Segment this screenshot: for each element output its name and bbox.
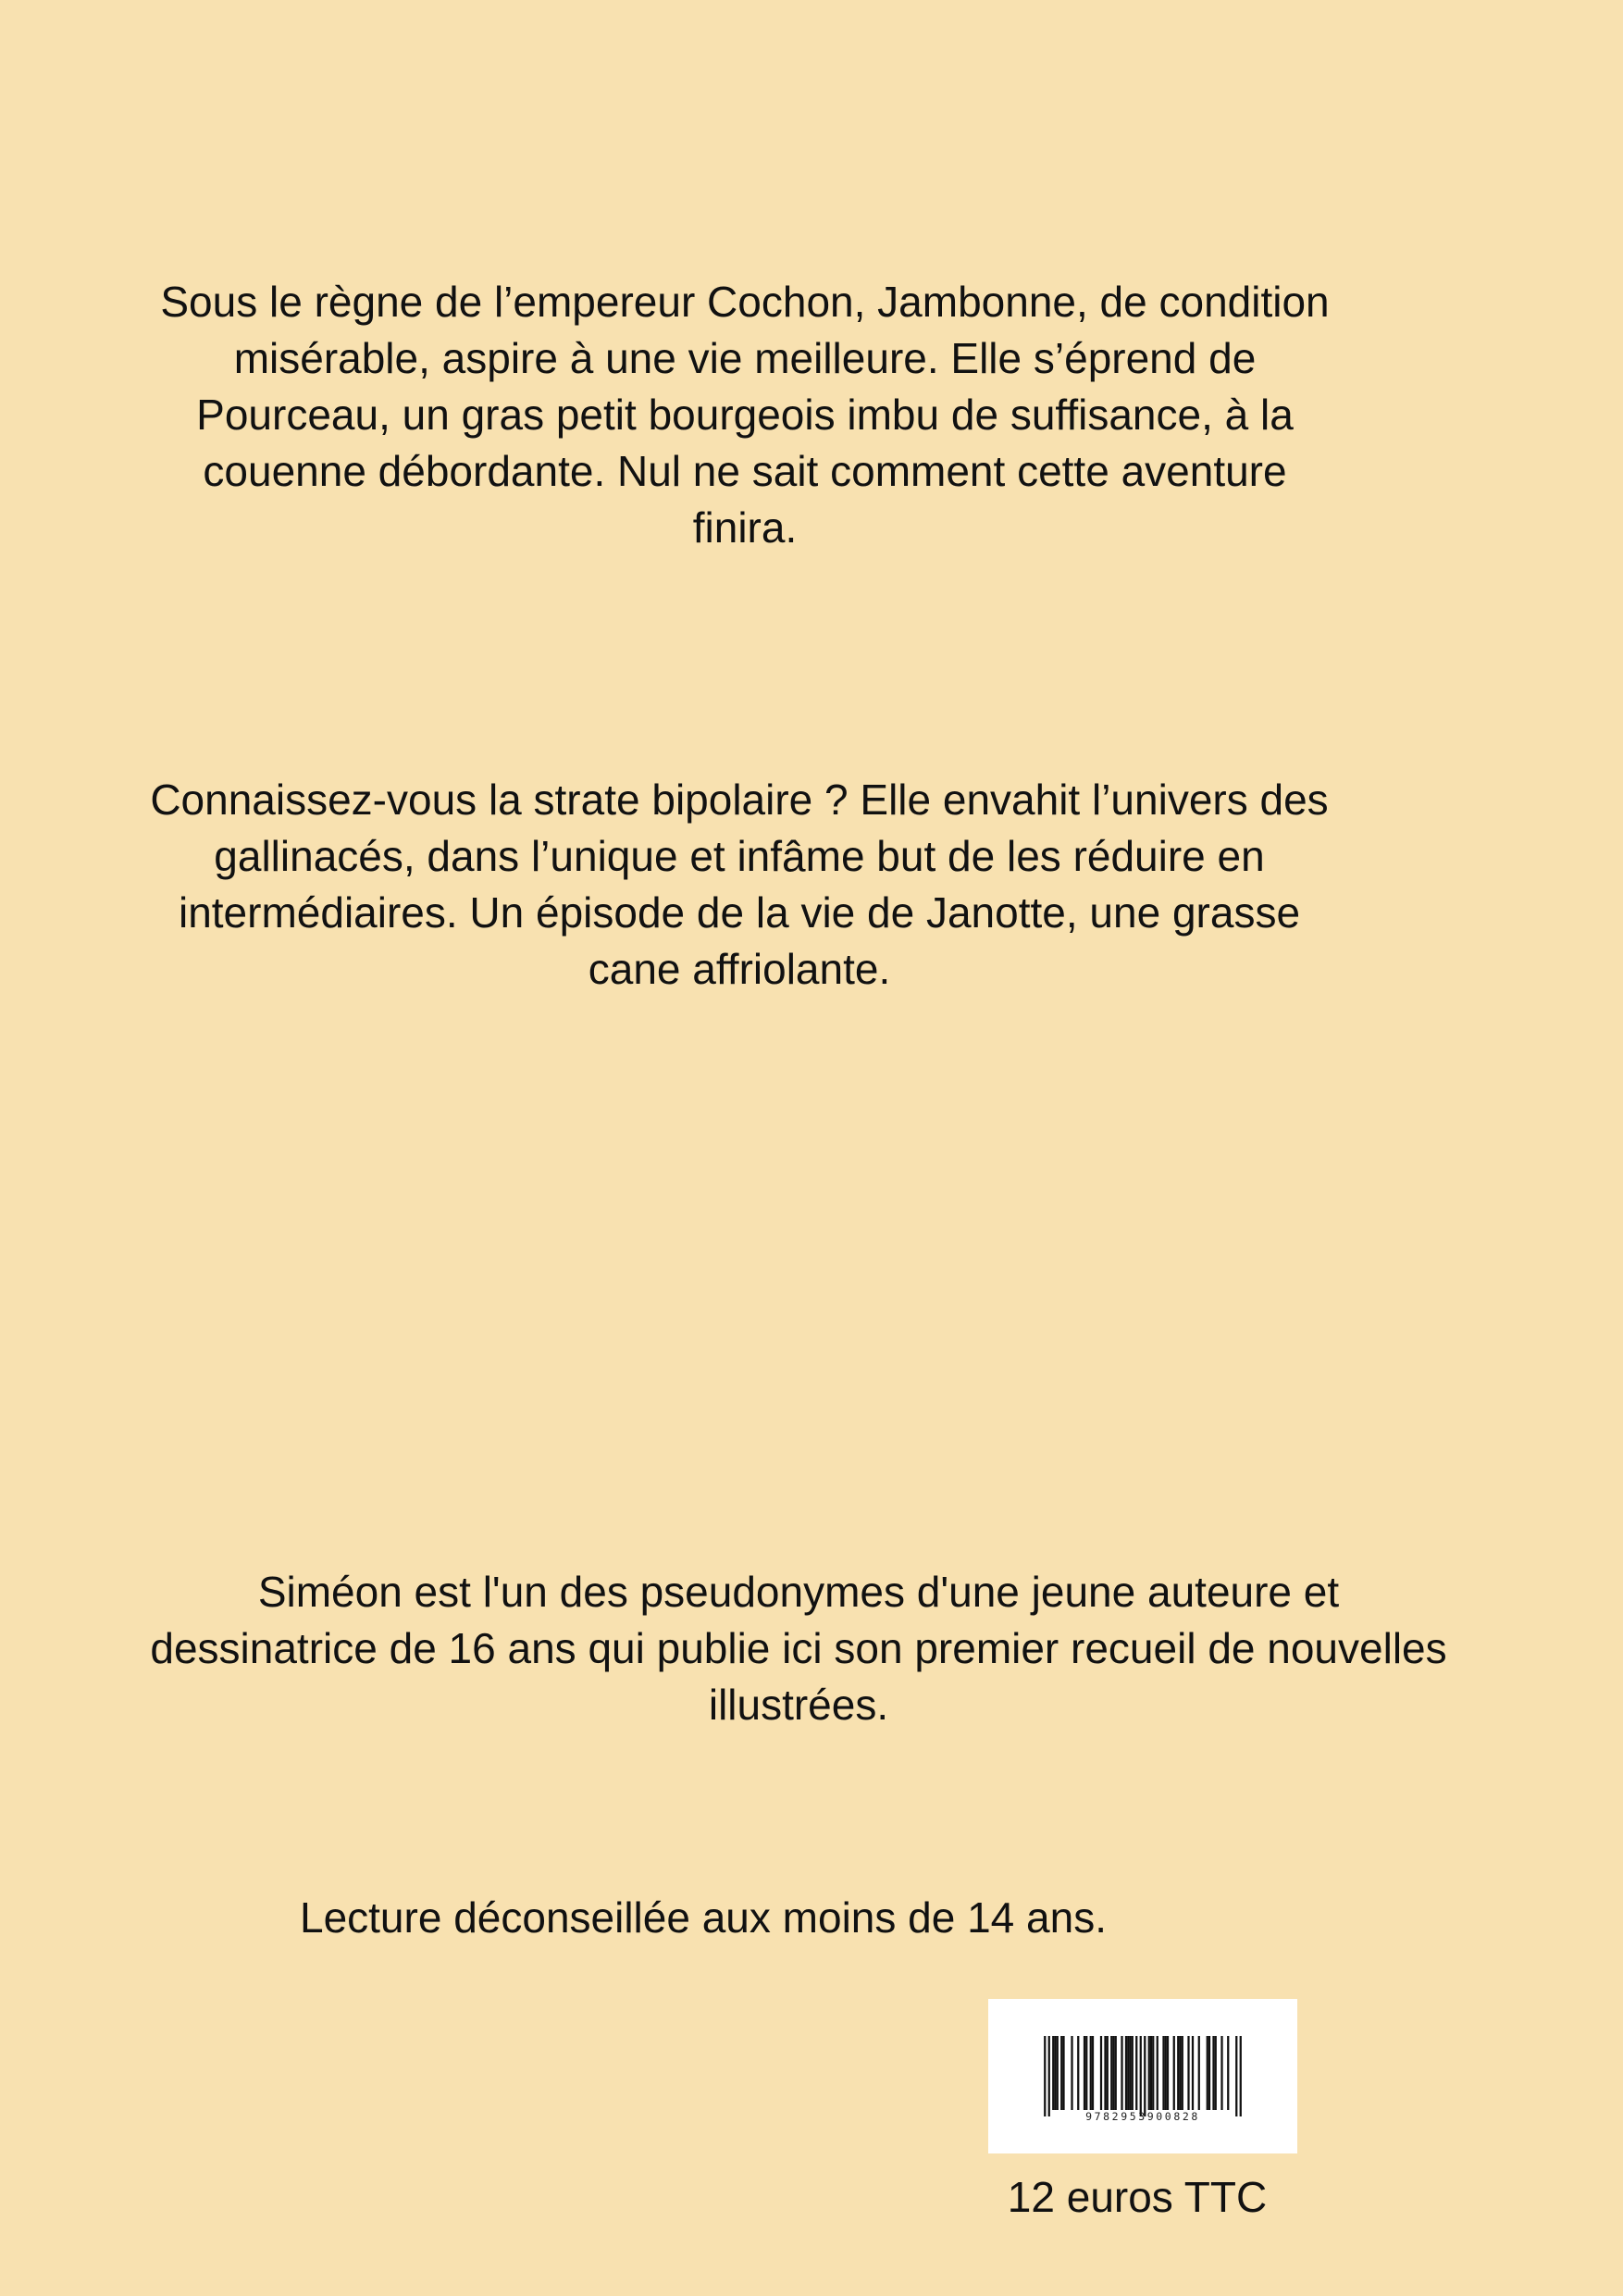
barcode-graphic xyxy=(988,1999,1297,2153)
barcode-bar xyxy=(1148,2036,1150,2110)
blurb-paragraph-1 xyxy=(83,274,1406,556)
barcode-bar xyxy=(1182,2036,1183,2110)
barcode-bar xyxy=(1060,2036,1062,2110)
blurb-1-line: finira. xyxy=(692,503,798,552)
barcode-bar xyxy=(1135,2036,1137,2110)
barcode-bar xyxy=(1212,2036,1214,2110)
barcode-bar xyxy=(1215,2036,1217,2110)
author-bio-line: Siméon est l'un des pseudonymes d'une jeune auteure et xyxy=(257,1568,1340,1616)
barcode-bar xyxy=(1054,2036,1056,2110)
blurb-1-line: misérable, aspire à une vie meilleure. Elle s’éprend de xyxy=(233,334,1257,382)
barcode-bar xyxy=(1127,2036,1129,2110)
barcode-bar xyxy=(1044,2036,1046,2116)
barcode-bar xyxy=(1235,2036,1237,2116)
barcode-bar xyxy=(1179,2036,1181,2110)
barcode-bar xyxy=(1052,2036,1054,2110)
barcode-bar xyxy=(1140,2036,1142,2116)
barcode-digits: 9782953900828 xyxy=(1085,2110,1200,2123)
blurb-2-line: intermédiaires. Un épisode de la vie de Janotte, une grasse xyxy=(178,888,1301,937)
barcode-bar xyxy=(1129,2036,1131,2110)
barcode-bar xyxy=(1048,2036,1050,2116)
barcode-bar xyxy=(1208,2036,1210,2110)
barcode-bar xyxy=(1227,2036,1229,2110)
barcode-bar xyxy=(1192,2036,1194,2110)
barcode-bar xyxy=(1112,2036,1114,2110)
barcode-bar xyxy=(1144,2036,1146,2116)
barcode-bar xyxy=(1220,2036,1222,2110)
barcode-bar xyxy=(1240,2036,1242,2116)
isbn-barcode xyxy=(988,1999,1297,2153)
barcode-bar xyxy=(1125,2036,1127,2110)
blurb-1-line: couenne débordante. Nul ne sait comment cette aventure xyxy=(203,447,1287,495)
barcode-bar xyxy=(1162,2036,1164,2110)
barcode-bar xyxy=(1077,2036,1079,2110)
price-label: 12 euros TTC xyxy=(1007,2173,1268,2221)
blurb-2-line: cane affriolante. xyxy=(588,945,891,993)
blurb-2-line: gallinacés, dans l’unique et infâme but de les réduire en xyxy=(214,832,1265,880)
age-warning xyxy=(231,1890,1175,1946)
barcode-bar xyxy=(1085,2036,1087,2110)
barcode-bar xyxy=(1062,2036,1064,2110)
barcode-bar xyxy=(1152,2036,1154,2110)
author-bio-line: illustrées. xyxy=(708,1681,889,1729)
barcode-bar xyxy=(1121,2036,1122,2110)
age-warning-text: Lecture déconseillée aux moins de 14 ans. xyxy=(299,1893,1107,1942)
barcode-bar xyxy=(1157,2036,1158,2110)
barcode-bar xyxy=(1207,2036,1208,2110)
barcode-bar xyxy=(1084,2036,1085,2110)
barcode-bar xyxy=(1132,2036,1134,2110)
barcode-bar xyxy=(1173,2036,1175,2110)
barcode-bar xyxy=(1167,2036,1169,2110)
blurb-1-line: Pourceau, un gras petit bourgeois imbu de suffisance, à la xyxy=(196,391,1294,439)
barcode-bar xyxy=(1092,2036,1094,2110)
barcode-bar xyxy=(1104,2036,1106,2110)
barcode-bar xyxy=(1090,2036,1092,2110)
author-bio xyxy=(83,1564,1514,1733)
barcode-bar xyxy=(1057,2036,1059,2110)
blurb-1-line: Sous le règne de l’empereur Cochon, Jambonne, de condition xyxy=(160,278,1330,326)
barcode-bar xyxy=(1150,2036,1152,2110)
barcode-bar xyxy=(1115,2036,1117,2110)
barcode-bars xyxy=(1044,2036,1242,2116)
blurb-paragraph-2 xyxy=(83,772,1395,998)
barcode-bar xyxy=(1110,2036,1112,2110)
blurb-2-line: Connaissez-vous la strate bipolaire ? Elle envahit l’univers des xyxy=(150,776,1329,824)
author-bio-line: dessinatrice de 16 ans qui publie ici son premier recueil de nouvelles xyxy=(150,1624,1447,1672)
barcode-bar xyxy=(1107,2036,1109,2110)
barcode-bar xyxy=(1177,2036,1179,2110)
barcode-bar xyxy=(1198,2036,1200,2110)
barcode-bar xyxy=(1071,2036,1072,2110)
barcode-bar xyxy=(1187,2036,1189,2110)
barcode-bar xyxy=(1165,2036,1167,2110)
barcode-bar xyxy=(1100,2036,1102,2110)
